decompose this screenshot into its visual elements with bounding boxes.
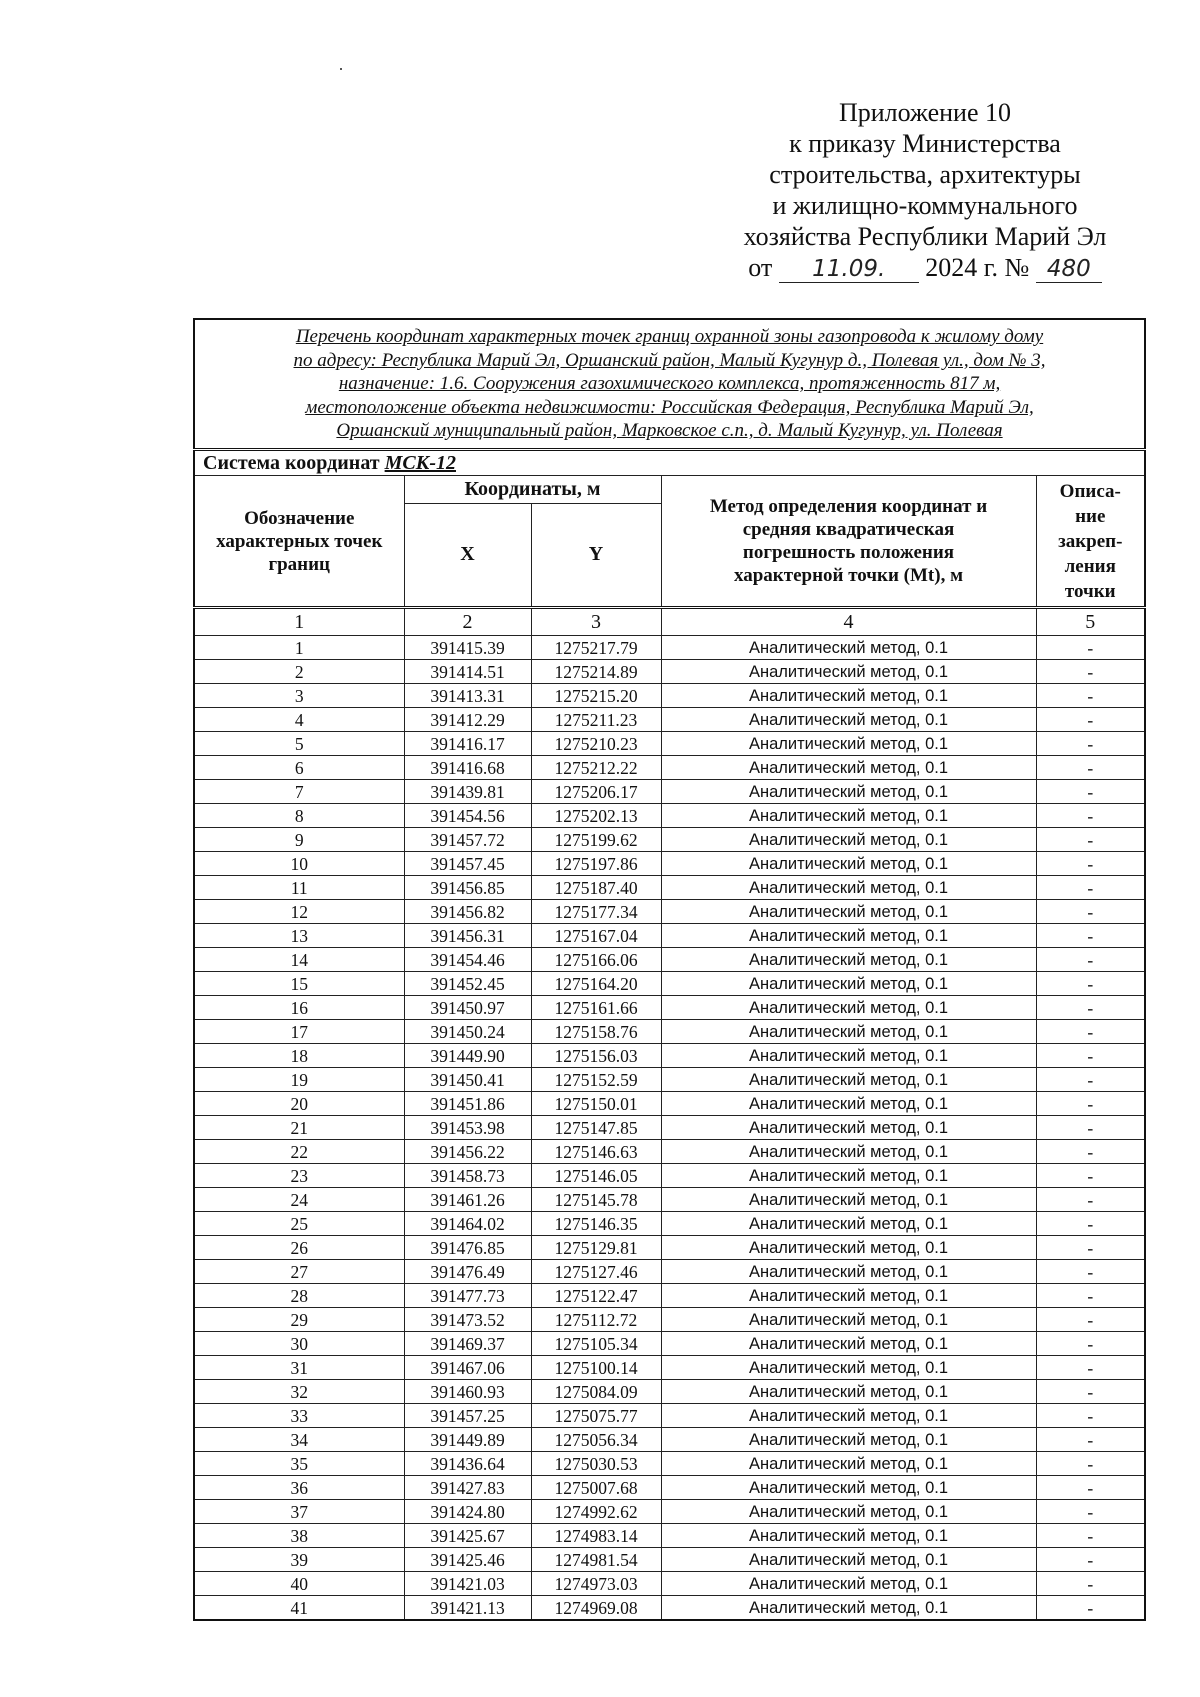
point-number-cell: 1 xyxy=(194,636,404,660)
point-number-cell: 29 xyxy=(194,1308,404,1332)
header-line: точки xyxy=(1064,580,1116,602)
x-coordinate-cell: 391454.56 xyxy=(404,804,531,828)
method-cell: Аналитический метод, 0.1 xyxy=(661,852,1036,876)
x-coordinate-cell: 391456.31 xyxy=(404,924,531,948)
method-cell: Аналитический метод, 0.1 xyxy=(661,804,1036,828)
method-cell: Аналитический метод, 0.1 xyxy=(661,1332,1036,1356)
table-row xyxy=(194,1068,1145,1092)
description-cell: - xyxy=(1036,684,1145,708)
y-coordinate-cell: 1274983.14 xyxy=(531,1524,661,1548)
title-line: по адресу: Республика Марий Эл, Оршанский район, Малый Кугунур д., Полевая ул., дом № 3, xyxy=(293,349,1046,371)
y-coordinate-cell: 1275206.17 xyxy=(531,780,661,804)
order-date-line xyxy=(700,252,1150,283)
appendix-line: Приложение 10 xyxy=(838,98,1012,127)
col-point-header xyxy=(194,476,404,608)
description-cell: - xyxy=(1036,780,1145,804)
description-cell: - xyxy=(1036,1476,1145,1500)
y-coordinate-cell: 1274992.62 xyxy=(531,1500,661,1524)
point-number-cell: 30 xyxy=(194,1332,404,1356)
table-row xyxy=(194,1428,1145,1452)
table-row xyxy=(194,1524,1145,1548)
point-number-cell: 41 xyxy=(194,1596,404,1621)
point-number-cell: 37 xyxy=(194,1500,404,1524)
header-line: Обозначение xyxy=(244,507,355,529)
x-coordinate-cell: 391449.89 xyxy=(404,1428,531,1452)
y-coordinate-cell: 1275146.35 xyxy=(531,1212,661,1236)
description-cell: - xyxy=(1036,1428,1145,1452)
col-y-header: Y xyxy=(531,503,661,607)
point-number-cell: 39 xyxy=(194,1548,404,1572)
point-number-cell: 7 xyxy=(194,780,404,804)
col-coords-header: Координаты, м xyxy=(404,476,661,504)
y-coordinate-cell: 1275150.01 xyxy=(531,1092,661,1116)
method-cell: Аналитический метод, 0.1 xyxy=(661,1476,1036,1500)
method-cell: Аналитический метод, 0.1 xyxy=(661,1428,1036,1452)
appendix-line: хозяйства Республики Марий Эл xyxy=(743,222,1107,251)
table-row xyxy=(194,924,1145,948)
description-cell: - xyxy=(1036,1380,1145,1404)
method-cell: Аналитический метод, 0.1 xyxy=(661,660,1036,684)
y-coordinate-cell: 1275152.59 xyxy=(531,1068,661,1092)
table-row xyxy=(194,1188,1145,1212)
point-number-cell: 10 xyxy=(194,852,404,876)
handwritten-date: 11.09. xyxy=(779,256,919,283)
table-title xyxy=(194,319,1145,450)
y-coordinate-cell: 1275211.23 xyxy=(531,708,661,732)
x-coordinate-cell: 391450.41 xyxy=(404,1068,531,1092)
point-number-cell: 14 xyxy=(194,948,404,972)
point-number-cell: 21 xyxy=(194,1116,404,1140)
x-coordinate-cell: 391464.02 xyxy=(404,1212,531,1236)
y-coordinate-cell: 1275156.03 xyxy=(531,1044,661,1068)
description-cell: - xyxy=(1036,900,1145,924)
description-cell: - xyxy=(1036,1188,1145,1212)
handwritten-order-number: 480 xyxy=(1036,256,1102,283)
point-number-cell: 24 xyxy=(194,1188,404,1212)
description-cell: - xyxy=(1036,1236,1145,1260)
col-desc-header xyxy=(1036,476,1145,608)
table-row xyxy=(194,1500,1145,1524)
x-coordinate-cell: 391457.72 xyxy=(404,828,531,852)
point-number-cell: 15 xyxy=(194,972,404,996)
table-row xyxy=(194,948,1145,972)
header-line: характерных точек xyxy=(216,530,383,552)
method-cell: Аналитический метод, 0.1 xyxy=(661,1044,1036,1068)
method-cell: Аналитический метод, 0.1 xyxy=(661,996,1036,1020)
x-coordinate-cell: 391424.80 xyxy=(404,1500,531,1524)
y-coordinate-cell: 1274973.03 xyxy=(531,1572,661,1596)
point-number-cell: 16 xyxy=(194,996,404,1020)
method-cell: Аналитический метод, 0.1 xyxy=(661,1380,1036,1404)
point-number-cell: 3 xyxy=(194,684,404,708)
table-row xyxy=(194,1548,1145,1572)
table-row xyxy=(194,1356,1145,1380)
y-coordinate-cell: 1275177.34 xyxy=(531,900,661,924)
y-coordinate-cell: 1274969.08 xyxy=(531,1596,661,1621)
description-cell: - xyxy=(1036,1356,1145,1380)
method-cell: Аналитический метод, 0.1 xyxy=(661,1572,1036,1596)
description-cell: - xyxy=(1036,1404,1145,1428)
method-cell: Аналитический метод, 0.1 xyxy=(661,924,1036,948)
description-cell: - xyxy=(1036,996,1145,1020)
table-row xyxy=(194,828,1145,852)
description-cell: - xyxy=(1036,1596,1145,1621)
x-coordinate-cell: 391452.45 xyxy=(404,972,531,996)
point-number-cell: 38 xyxy=(194,1524,404,1548)
description-cell: - xyxy=(1036,708,1145,732)
method-cell: Аналитический метод, 0.1 xyxy=(661,900,1036,924)
table-row xyxy=(194,1116,1145,1140)
coord-system xyxy=(194,450,1145,476)
y-coordinate-cell: 1274981.54 xyxy=(531,1548,661,1572)
method-cell: Аналитический метод, 0.1 xyxy=(661,732,1036,756)
title-line: назначение: 1.6. Сооружения газохимического комплекса, протяженность 817 м, xyxy=(338,373,1001,395)
description-cell: - xyxy=(1036,1068,1145,1092)
appendix-line: строительства, архитектуры xyxy=(769,160,1081,189)
y-coordinate-cell: 1275158.76 xyxy=(531,1020,661,1044)
header-line: Метод определения координат и xyxy=(709,496,988,517)
header-line: средняя квадратическая xyxy=(742,519,955,540)
x-coordinate-cell: 391439.81 xyxy=(404,780,531,804)
point-number-cell: 25 xyxy=(194,1212,404,1236)
table-row xyxy=(194,1596,1145,1621)
y-coordinate-cell: 1275199.62 xyxy=(531,828,661,852)
table-row xyxy=(194,1164,1145,1188)
method-cell: Аналитический метод, 0.1 xyxy=(661,972,1036,996)
y-coordinate-cell: 1275164.20 xyxy=(531,972,661,996)
description-cell: - xyxy=(1036,852,1145,876)
y-coordinate-cell: 1275202.13 xyxy=(531,804,661,828)
description-cell: - xyxy=(1036,1164,1145,1188)
description-cell: - xyxy=(1036,924,1145,948)
method-cell: Аналитический метод, 0.1 xyxy=(661,684,1036,708)
description-cell: - xyxy=(1036,972,1145,996)
x-coordinate-cell: 391469.37 xyxy=(404,1332,531,1356)
point-number-cell: 6 xyxy=(194,756,404,780)
method-cell: Аналитический метод, 0.1 xyxy=(661,1212,1036,1236)
method-cell: Аналитический метод, 0.1 xyxy=(661,948,1036,972)
description-cell: - xyxy=(1036,1524,1145,1548)
method-cell: Аналитический метод, 0.1 xyxy=(661,1356,1036,1380)
point-number-cell: 17 xyxy=(194,1020,404,1044)
description-cell: - xyxy=(1036,1500,1145,1524)
table-row xyxy=(194,1020,1145,1044)
point-number-cell: 32 xyxy=(194,1380,404,1404)
y-coordinate-cell: 1275145.78 xyxy=(531,1188,661,1212)
y-coordinate-cell: 1275084.09 xyxy=(531,1380,661,1404)
method-cell: Аналитический метод, 0.1 xyxy=(661,1452,1036,1476)
x-coordinate-cell: 391421.13 xyxy=(404,1596,531,1621)
point-number-cell: 8 xyxy=(194,804,404,828)
y-coordinate-cell: 1275187.40 xyxy=(531,876,661,900)
x-coordinate-cell: 391473.52 xyxy=(404,1308,531,1332)
table-row xyxy=(194,900,1145,924)
table-row xyxy=(194,1332,1145,1356)
x-coordinate-cell: 391476.49 xyxy=(404,1260,531,1284)
table-row xyxy=(194,732,1145,756)
description-cell: - xyxy=(1036,1284,1145,1308)
point-number-cell: 26 xyxy=(194,1236,404,1260)
table-row xyxy=(194,1212,1145,1236)
table-row xyxy=(194,1092,1145,1116)
description-cell: - xyxy=(1036,756,1145,780)
point-number-cell: 33 xyxy=(194,1404,404,1428)
x-coordinate-cell: 391416.68 xyxy=(404,756,531,780)
title-line: Перечень координат характерных точек границ охранной зоны газопровода к жилому дому xyxy=(295,326,1044,348)
coord-system-label: Система координат xyxy=(203,451,380,474)
column-number: 3 xyxy=(531,608,661,636)
point-number-cell: 28 xyxy=(194,1284,404,1308)
y-coordinate-cell: 1275217.79 xyxy=(531,636,661,660)
description-cell: - xyxy=(1036,1140,1145,1164)
y-coordinate-cell: 1275075.77 xyxy=(531,1404,661,1428)
description-cell: - xyxy=(1036,1452,1145,1476)
point-number-cell: 23 xyxy=(194,1164,404,1188)
method-cell: Аналитический метод, 0.1 xyxy=(661,1284,1036,1308)
x-coordinate-cell: 391450.97 xyxy=(404,996,531,1020)
appendix-line: и жилищно-коммунального xyxy=(772,191,1078,220)
x-coordinate-cell: 391425.67 xyxy=(404,1524,531,1548)
x-coordinate-cell: 391449.90 xyxy=(404,1044,531,1068)
header-line: погрешность положения xyxy=(742,542,955,563)
table-row xyxy=(194,1044,1145,1068)
x-coordinate-cell: 391456.22 xyxy=(404,1140,531,1164)
x-coordinate-cell: 391456.82 xyxy=(404,900,531,924)
column-number: 5 xyxy=(1036,608,1145,636)
y-coordinate-cell: 1275214.89 xyxy=(531,660,661,684)
description-cell: - xyxy=(1036,828,1145,852)
method-cell: Аналитический метод, 0.1 xyxy=(661,1308,1036,1332)
y-coordinate-cell: 1275146.05 xyxy=(531,1164,661,1188)
y-coordinate-cell: 1275167.04 xyxy=(531,924,661,948)
y-coordinate-cell: 1275147.85 xyxy=(531,1116,661,1140)
x-coordinate-cell: 391427.83 xyxy=(404,1476,531,1500)
point-number-cell: 27 xyxy=(194,1260,404,1284)
x-coordinate-cell: 391454.46 xyxy=(404,948,531,972)
table-row xyxy=(194,1236,1145,1260)
description-cell: - xyxy=(1036,1260,1145,1284)
y-coordinate-cell: 1275122.47 xyxy=(531,1284,661,1308)
x-coordinate-cell: 391467.06 xyxy=(404,1356,531,1380)
description-cell: - xyxy=(1036,1020,1145,1044)
header-line: закреп- xyxy=(1058,530,1123,552)
x-coordinate-cell: 391413.31 xyxy=(404,684,531,708)
table-row xyxy=(194,1380,1145,1404)
y-coordinate-cell: 1275166.06 xyxy=(531,948,661,972)
table-row xyxy=(194,972,1145,996)
x-coordinate-cell: 391456.85 xyxy=(404,876,531,900)
point-number-cell: 9 xyxy=(194,828,404,852)
scan-speck xyxy=(340,68,342,70)
table-row xyxy=(194,1308,1145,1332)
description-cell: - xyxy=(1036,1116,1145,1140)
x-coordinate-cell: 391457.25 xyxy=(404,1404,531,1428)
description-cell: - xyxy=(1036,660,1145,684)
method-cell: Аналитический метод, 0.1 xyxy=(661,828,1036,852)
description-cell: - xyxy=(1036,1092,1145,1116)
point-number-cell: 36 xyxy=(194,1476,404,1500)
column-number: 1 xyxy=(194,608,404,636)
x-coordinate-cell: 391425.46 xyxy=(404,1548,531,1572)
x-coordinate-cell: 391476.85 xyxy=(404,1236,531,1260)
y-coordinate-cell: 1275127.46 xyxy=(531,1260,661,1284)
point-number-cell: 5 xyxy=(194,732,404,756)
point-number-cell: 12 xyxy=(194,900,404,924)
method-cell: Аналитический метод, 0.1 xyxy=(661,1188,1036,1212)
y-coordinate-cell: 1275105.34 xyxy=(531,1332,661,1356)
method-cell: Аналитический метод, 0.1 xyxy=(661,1404,1036,1428)
x-coordinate-cell: 391460.93 xyxy=(404,1380,531,1404)
table-row xyxy=(194,1284,1145,1308)
col-x-header: X xyxy=(404,503,531,607)
y-coordinate-cell: 1275212.22 xyxy=(531,756,661,780)
description-cell: - xyxy=(1036,1044,1145,1068)
point-number-cell: 34 xyxy=(194,1428,404,1452)
method-cell: Аналитический метод, 0.1 xyxy=(661,1020,1036,1044)
method-cell: Аналитический метод, 0.1 xyxy=(661,756,1036,780)
table-row xyxy=(194,756,1145,780)
date-prefix: от xyxy=(748,253,773,282)
table-row xyxy=(194,804,1145,828)
year-text: 2024 г. № xyxy=(925,253,1030,282)
column-number: 2 xyxy=(404,608,531,636)
table-row xyxy=(194,996,1145,1020)
method-cell: Аналитический метод, 0.1 xyxy=(661,1236,1036,1260)
description-cell: - xyxy=(1036,1548,1145,1572)
method-cell: Аналитический метод, 0.1 xyxy=(661,1260,1036,1284)
y-coordinate-cell: 1275210.23 xyxy=(531,732,661,756)
method-cell: Аналитический метод, 0.1 xyxy=(661,876,1036,900)
title-row xyxy=(194,319,1145,450)
table-row xyxy=(194,1260,1145,1284)
description-cell: - xyxy=(1036,1308,1145,1332)
table-row xyxy=(194,1404,1145,1428)
x-coordinate-cell: 391477.73 xyxy=(404,1284,531,1308)
x-coordinate-cell: 391415.39 xyxy=(404,636,531,660)
coord-system-row xyxy=(194,450,1145,476)
x-coordinate-cell: 391414.51 xyxy=(404,660,531,684)
appendix-header xyxy=(700,97,1150,283)
y-coordinate-cell: 1275215.20 xyxy=(531,684,661,708)
header-line: ние xyxy=(1075,505,1106,527)
method-cell: Аналитический метод, 0.1 xyxy=(661,1548,1036,1572)
table-row xyxy=(194,1476,1145,1500)
method-cell: Аналитический метод, 0.1 xyxy=(661,1068,1036,1092)
point-number-cell: 22 xyxy=(194,1140,404,1164)
table-row xyxy=(194,636,1145,660)
point-number-cell: 31 xyxy=(194,1356,404,1380)
table-row xyxy=(194,684,1145,708)
point-number-cell: 35 xyxy=(194,1452,404,1476)
method-cell: Аналитический метод, 0.1 xyxy=(661,1500,1036,1524)
description-cell: - xyxy=(1036,948,1145,972)
title-line: Оршанский муниципальный район, Марковское с.п., д. Малый Кугунур, ул. Полевая xyxy=(336,420,1003,442)
column-number: 4 xyxy=(661,608,1036,636)
point-number-cell: 19 xyxy=(194,1068,404,1092)
table-row xyxy=(194,1572,1145,1596)
y-coordinate-cell: 1275161.66 xyxy=(531,996,661,1020)
table-row xyxy=(194,1140,1145,1164)
x-coordinate-cell: 391412.29 xyxy=(404,708,531,732)
description-cell: - xyxy=(1036,1332,1145,1356)
table-row xyxy=(194,876,1145,900)
table-row xyxy=(194,660,1145,684)
title-line: местоположение объекта недвижимости: Российская Федерация, Республика Марий Эл, xyxy=(305,396,1034,418)
description-cell: - xyxy=(1036,804,1145,828)
method-cell: Аналитический метод, 0.1 xyxy=(661,1596,1036,1621)
x-coordinate-cell: 391461.26 xyxy=(404,1188,531,1212)
description-cell: - xyxy=(1036,1212,1145,1236)
description-cell: - xyxy=(1036,732,1145,756)
x-coordinate-cell: 391458.73 xyxy=(404,1164,531,1188)
point-number-cell: 11 xyxy=(194,876,404,900)
appendix-line: к приказу Министерства xyxy=(789,129,1061,158)
coord-system-value: МСК-12 xyxy=(384,451,456,474)
header-row-1 xyxy=(194,476,1145,504)
table-row xyxy=(194,780,1145,804)
y-coordinate-cell: 1275030.53 xyxy=(531,1452,661,1476)
y-coordinate-cell: 1275129.81 xyxy=(531,1236,661,1260)
description-cell: - xyxy=(1036,876,1145,900)
x-coordinate-cell: 391457.45 xyxy=(404,852,531,876)
method-cell: Аналитический метод, 0.1 xyxy=(661,1092,1036,1116)
x-coordinate-cell: 391451.86 xyxy=(404,1092,531,1116)
method-cell: Аналитический метод, 0.1 xyxy=(661,708,1036,732)
method-cell: Аналитический метод, 0.1 xyxy=(661,636,1036,660)
header-line: Описа- xyxy=(1059,480,1121,502)
x-coordinate-cell: 391450.24 xyxy=(404,1020,531,1044)
description-cell: - xyxy=(1036,636,1145,660)
header-line: характерной точки (Mt), м xyxy=(733,565,964,586)
column-number-row xyxy=(194,608,1145,636)
point-number-cell: 2 xyxy=(194,660,404,684)
method-cell: Аналитический метод, 0.1 xyxy=(661,1140,1036,1164)
y-coordinate-cell: 1275100.14 xyxy=(531,1356,661,1380)
description-cell: - xyxy=(1036,1572,1145,1596)
point-number-cell: 40 xyxy=(194,1572,404,1596)
table-row xyxy=(194,1452,1145,1476)
x-coordinate-cell: 391416.17 xyxy=(404,732,531,756)
y-coordinate-cell: 1275197.86 xyxy=(531,852,661,876)
point-number-cell: 4 xyxy=(194,708,404,732)
point-number-cell: 13 xyxy=(194,924,404,948)
x-coordinate-cell: 391421.03 xyxy=(404,1572,531,1596)
y-coordinate-cell: 1275112.72 xyxy=(531,1308,661,1332)
x-coordinate-cell: 391436.64 xyxy=(404,1452,531,1476)
col-method-header xyxy=(661,476,1036,608)
method-cell: Аналитический метод, 0.1 xyxy=(661,1164,1036,1188)
x-coordinate-cell: 391453.98 xyxy=(404,1116,531,1140)
y-coordinate-cell: 1275056.34 xyxy=(531,1428,661,1452)
point-number-cell: 20 xyxy=(194,1092,404,1116)
header-line: границ xyxy=(268,553,331,575)
method-cell: Аналитический метод, 0.1 xyxy=(661,1524,1036,1548)
table-row xyxy=(194,852,1145,876)
method-cell: Аналитический метод, 0.1 xyxy=(661,780,1036,804)
header-line: ления xyxy=(1064,555,1116,577)
y-coordinate-cell: 1275007.68 xyxy=(531,1476,661,1500)
y-coordinate-cell: 1275146.63 xyxy=(531,1140,661,1164)
table-row xyxy=(194,708,1145,732)
method-cell: Аналитический метод, 0.1 xyxy=(661,1116,1036,1140)
coordinates-table xyxy=(193,318,1146,1621)
point-number-cell: 18 xyxy=(194,1044,404,1068)
